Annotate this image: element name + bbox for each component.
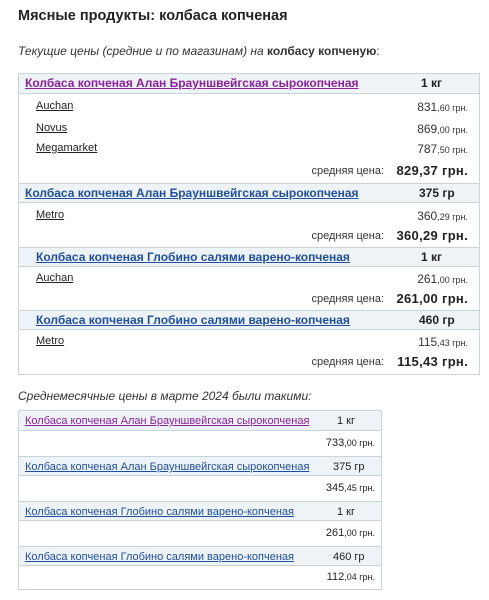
store-price: 831,60 грн. [417,100,468,114]
monthly-price: 733,00 грн. [325,437,375,449]
store-price: 115,43 грн. [418,335,468,349]
store-link-auchan[interactable]: Auchan [36,100,74,112]
product-link[interactable]: Колбаса копченая Глобино салями варено-копченая [25,506,294,518]
current-prices-intro [18,44,380,58]
store-price: 360,29 грн. [417,209,468,223]
product-header [19,247,479,267]
current-prices-table [18,73,480,375]
product-quantity: 460 гр [333,551,365,563]
product-header [19,310,479,330]
product-quantity: 375 гр [419,186,455,200]
product-header [19,74,479,94]
product-quantity: 1 кг [337,415,355,427]
store-price: 261,00 грн. [417,272,468,286]
store-price: 869,00 грн. [417,122,468,136]
intro-bold: колбасу копченую [267,44,377,58]
intro-prefix: Текущие цены [18,44,100,58]
monthly-row [19,456,381,476]
store-link-auchan[interactable]: Auchan [36,272,74,284]
monthly-row [19,501,381,521]
store-link-metro[interactable]: Metro [36,335,65,347]
average-price-label: средняя цена: [311,356,384,368]
product-quantity: 1 кг [421,76,443,90]
average-price-label: средняя цена: [311,293,384,305]
monthly-row [19,411,381,431]
product-link[interactable]: Колбаса копченая Алан Брауншвейгская сырокопченая [25,415,310,427]
average-price-value: 829,37 грн. [396,163,468,178]
intro-middle: (средние и по магазинам) на [102,44,264,58]
average-price-value: 261,00 грн. [396,291,468,306]
monthly-price: 112,04 грн. [326,571,375,583]
store-link-novus[interactable]: Novus [36,122,68,134]
average-price-value: 115,43 грн. [397,354,468,369]
product-link[interactable]: Колбаса копченая Глобино салями варено-копченая [25,551,294,563]
average-price-label: средняя цена: [311,165,384,177]
product-link[interactable]: Колбаса копченая Глобино салями варено-копченая [36,250,350,264]
store-link-megamarket[interactable]: Megamarket [36,142,98,154]
monthly-averages-note: Среднемесячные цены в марте 2024 были такими: [18,389,312,403]
intro-suffix: : [376,44,380,58]
monthly-price: 345,45 грн. [325,482,375,494]
product-link[interactable]: Колбаса копченая Алан Брауншвейгская сырокопченая [25,461,310,473]
product-link[interactable]: Колбаса копченая Алан Брауншвейгская сырокопченая [25,76,359,90]
product-quantity: 460 гр [419,313,455,327]
average-price-value: 360,29 грн. [396,228,468,243]
average-price-label: средняя цена: [311,230,384,242]
page-title: Мясные продукты: колбаса копченая [18,8,288,24]
product-link[interactable]: Колбаса копченая Глобино салями варено-копченая [36,313,350,327]
product-quantity: 1 кг [337,506,355,518]
monthly-price: 261,00 грн. [325,527,375,539]
product-quantity: 1 кг [421,250,443,264]
product-link[interactable]: Колбаса копченая Алан Брауншвейгская сырокопченая [25,186,359,200]
product-quantity: 375 гр [333,461,365,473]
monthly-prices-table [18,410,382,590]
product-header [19,183,479,203]
store-price: 787,50 грн. [417,142,468,156]
store-link-metro[interactable]: Metro [36,209,65,221]
monthly-row [19,546,381,566]
